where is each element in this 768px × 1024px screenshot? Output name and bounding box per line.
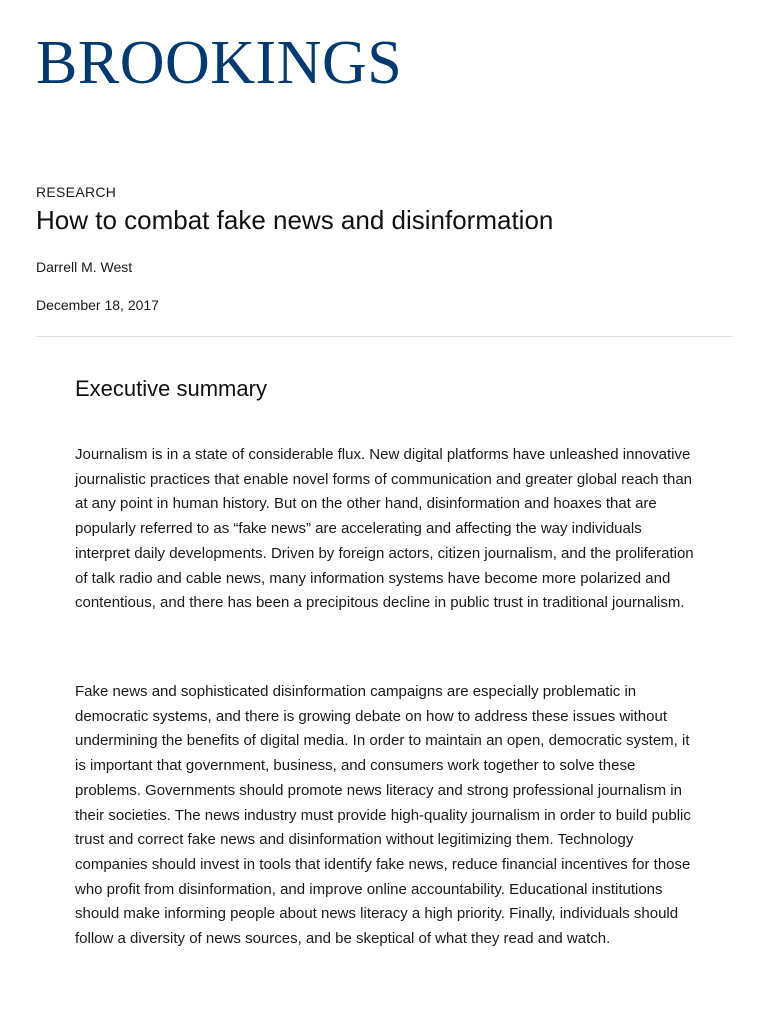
article-category[interactable]: RESEARCH xyxy=(36,184,117,200)
summary-paragraph-1: Journalism is in a state of considerable flux. New digital platforms have unleashed innovative journalistic practices that enable novel forms of communication and greater global reach than at any point in human history. But on the other hand, disinformation and hoaxes that are popularly referred to as “fake news” are accelerating and affecting the way individuals interpret daily developments. Driven by foreign actors, citizen journalism, and the proliferation of talk radio and cable news, many information systems have become more polarized and contentious, and there has been a precipitous decline in public trust in traditional journalism. xyxy=(75,446,694,612)
section-heading: Executive summary xyxy=(75,376,267,401)
article-author[interactable]: Darrell M. West xyxy=(36,259,133,275)
brookings-logo[interactable]: BROOKINGS xyxy=(36,29,403,97)
article-title: How to combat fake news and disinformation xyxy=(36,205,554,235)
summary-paragraph-2: Fake news and sophisticated disinformation campaigns are especially problematic in democratic systems, and there is growing debate on how to address these issues without undermining the benefits of digital media. In order to maintain an open, democratic system, it is important that government, business, and consumers work together to solve these problems. Governments should promote news literacy and strong professional journalism in their societies. The news industry must provide high-quality journalism in order to build public trust and correct fake news and disinformation without legitimizing them. Technology companies should invest in tools that identify fake news, reduce financial incentives for those who profit from disinformation, and improve online accountability. Educational institutions should make informing people about news literacy a high priority. Finally, individuals should follow a diversity of news sources, and be skeptical of what they read and watch. xyxy=(75,683,691,948)
header-divider xyxy=(36,336,733,337)
article-date: December 18, 2017 xyxy=(36,297,159,313)
